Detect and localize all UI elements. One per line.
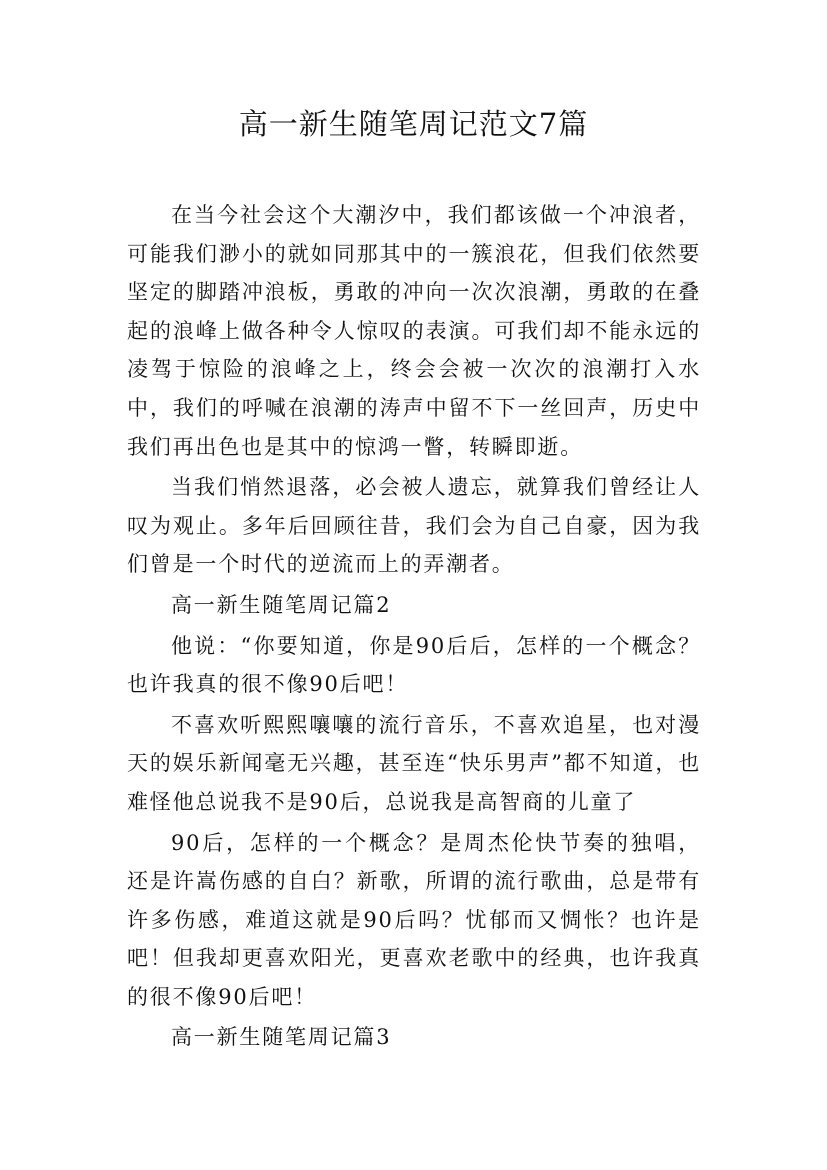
document-title: 高一新生随笔周记范文7篇	[238, 107, 589, 141]
section-heading-2: 高一新生随笔周记篇2	[171, 592, 392, 617]
paragraph-1: 在当今社会这个大潮汐中，我们都该做一个冲浪者，可能我们渺小的就如同那其中的一簇浪花，但我们依然要坚定的脚踏冲浪板，勇敢的冲向一次次浪潮，勇敢的在叠起的浪峰上做各种令人惊叹的表演。可我们却不能永远的凌驾于惊险的浪峰之上，终会会被一次次的浪潮打入水中，我们的呼喊在浪潮的涛声中留不下一丝回声，历史中我们再出色也是其中的惊鸿一瞥，转瞬即逝。	[127, 203, 701, 459]
paragraph-5: 90后，怎样的一个概念？是周杰伦快节奏的独唱，还是许嵩伤感的自白？新歌，所谓的流行歌曲，总是带有许多伤感，难道这就是90后吗？忧郁而又惆怅？也许是吧！但我却更喜欢阳光，更喜欢老歌中的经典，也许我真的很不像90后吧！	[127, 830, 701, 1009]
paragraph-3: 他说：“你要知道，你是90后后，怎样的一个概念？也许我真的很不像90后吧！	[127, 633, 701, 697]
document-body	[127, 196, 701, 1059]
paragraph-4: 不喜欢听熙熙嚷嚷的流行音乐，不喜欢追星，也对漫天的娱乐新闻毫无兴趣，甚至连“快乐男声”都不知道，也难怪他总说我不是90后，总说我是高智商的儿童了	[127, 712, 701, 814]
paragraph-2: 当我们悄然退落，必会被人遗忘，就算我们曾经让人叹为观止。多年后回顾往昔，我们会为自己自豪，因为我们曾是一个时代的逆流而上的弄潮者。	[127, 475, 701, 577]
section-heading-3: 高一新生随笔周记篇3	[171, 1025, 392, 1050]
